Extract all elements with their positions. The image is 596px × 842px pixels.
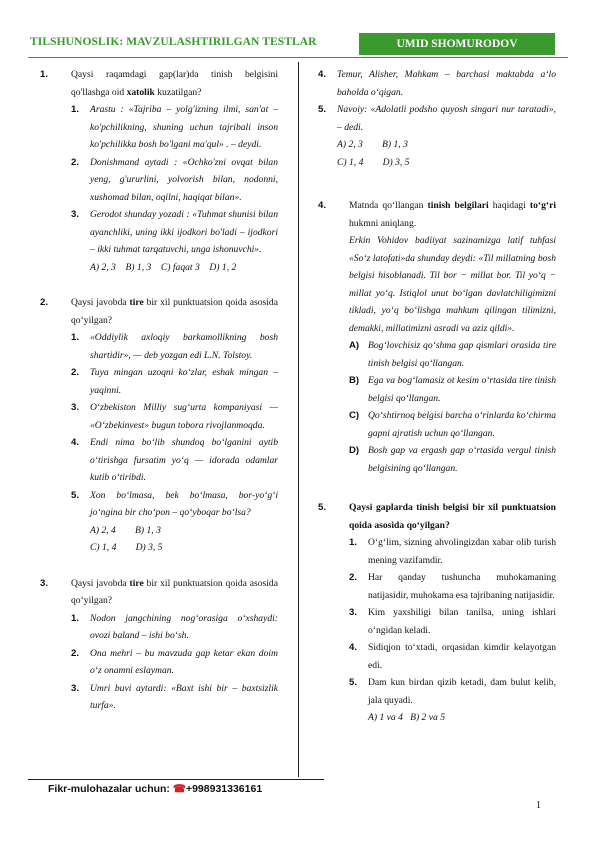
- answer-options: A) 2, 3 B) 1, 3: [337, 139, 408, 150]
- list-item: 1. Arastu : «Tajriba – yolg'izning ilmi, san'at – ko'pchilikning, shuning uchun tajribali inson ko'pchilikka bosh bo'lgani ma'qul» . – deydi.: [71, 104, 278, 150]
- answer-options: C) 1, 4 D) 3, 5: [90, 542, 163, 553]
- question-3-continued: [318, 66, 556, 171]
- list-item: 2. Donishmand aytadi : «Ochko'zni ovqat bilan yeng, g'ururlini, yolvorish bilan, nodonni, xushomad bilan, oqilni, haqiqat bilan».: [71, 156, 278, 203]
- column-divider: [298, 62, 299, 777]
- header-divider: [28, 57, 568, 58]
- question-text: Qaysi javobda tire bir xil punktuatsion qoida asosida qo‘yilgan?: [71, 297, 278, 326]
- list-item: 2. Har qanday tushuncha muhokamaning natijasidir, muhokama esa tajribaning natijasidir.: [349, 572, 556, 601]
- list-item: 5. Navoiy: «Adolatli podsho quyosh singari nur taratadi», – dedi.: [318, 104, 556, 133]
- option-item: D) Bosh gap va ergash gap o‘rtasida vergul tinish belgisining qo‘llangan.: [349, 445, 556, 474]
- phone-icon: ☎: [172, 783, 186, 795]
- answer-options: C) 1, 4 D) 3, 5: [337, 156, 410, 168]
- answer-options: A) 2, 4 B) 1, 3: [90, 524, 161, 536]
- list-item: 4. Temur, Alisher, Mahkam – barchasi maktabda a‘lo baholda o‘qigan.: [318, 69, 556, 98]
- question-3: [40, 575, 278, 715]
- list-item: 4. Sidiqjon to‘xtadi, orqasidan kimdir kelayotgan edi.: [349, 642, 556, 671]
- question-number: 5.: [318, 502, 327, 513]
- answer-options: A) 2, 3 B) 1, 3 C) faqat 3 D) 1, 2: [90, 261, 237, 273]
- footer-label: Fikr-mulohazalar uchun:: [48, 783, 173, 795]
- footer-contact: [48, 783, 262, 795]
- question-2: [40, 294, 278, 557]
- option-item: C) Qo‘shtirnoq belgisi barcha o‘rinlarda ko‘chirma gapni ajratish uchun qo‘llangan.: [349, 410, 556, 439]
- list-item: 3. O‘zbekiston Milliy sug‘urta kompaniyasi — «O‘zbekinvest» bugun tobora rivojlanmoqda.: [71, 402, 278, 431]
- question-number: 3.: [40, 577, 49, 589]
- list-item: 2. Ona mehri – bu mavzuda gap ketar ekan doim o‘z onamni eslayman.: [71, 647, 278, 676]
- option-item: B) Ega va bog‘lamasiz ot kesim o‘rtasida tire tinish belgisi qo‘llangan.: [349, 375, 556, 404]
- right-column: [318, 66, 556, 727]
- footer-phone: +998931336161: [185, 783, 263, 795]
- question-text: Qaysi javobda tire bir xil punktuatsion qoida asosida qo‘yilgan?: [71, 577, 278, 606]
- left-column: [40, 66, 278, 715]
- question-number: 1.: [40, 69, 49, 80]
- page-number: 1: [536, 800, 541, 811]
- list-item: 2. Tuya mingan uzoqni ko‘zlar, eshak mingan – yaqinni.: [71, 367, 278, 396]
- list-item: 1. «Oddiylik axloqiy barkamollikning bosh shartidir», — deb yozgan edi L.N. Tolstoy.: [71, 332, 278, 361]
- author-banner: UMID SHOMURODOV: [359, 33, 555, 55]
- list-item: 1. O‘g‘lim, sizning ahvolingizdan xabar olib turish mening vazifamdir.: [349, 537, 556, 566]
- list-item: 4. Endi nima bo‘lib shundoq bo‘lganini aytib o‘tirishga fursatim yo‘q — idorada odamlar kutib o‘tiribdi.: [71, 437, 278, 483]
- list-item: 3. Kim yaxshiligi bilan tanilsa, uning ishlari o‘ngidan keladi.: [349, 607, 556, 636]
- list-item: 5. Dam kun birdan qizib ketadi, dam bulut kelib, jala quyadi.: [349, 677, 556, 706]
- question-text: Qaysi raqamdagi gap(lar)da tinish belgisini qo'llashga oid xatolik kuzatilgan?: [71, 69, 278, 98]
- header-title: TILSHUNOSLIK: MAVZULASHTIRILGAN TESTLAR: [30, 36, 317, 48]
- answer-options: A) 1 va 4 B) 2 va 5: [368, 712, 445, 723]
- list-item: 5. Xon bo‘lmasa, bek bo‘lmasa, bor-yo‘g‘i jo‘ngina bir cho‘pon – qo‘yboqar bo‘lsa?: [71, 489, 278, 518]
- list-item: 3. Gerodot shunday yozadi : «Tuhmat shunisi bilan ayanchliki, uning ikki ijodkori bo'ladi – ijodkori – ikki tuhmat tarqatuvchi, unga ishonuvchi».: [71, 209, 278, 255]
- question-number: 2.: [40, 297, 49, 308]
- question-text: Qaysi gaplarda tinish belgisi bir xil punktuatsion qoida asosida qo‘yilgan?: [349, 502, 556, 531]
- footer-divider: [28, 779, 324, 780]
- question-5: [318, 499, 556, 727]
- option-item: A) Bog‘lovchisiz qo‘shma gap qismlari orasida tire tinish belgisi qo‘llangan.: [349, 340, 556, 369]
- question-number: 4.: [318, 200, 327, 211]
- question-1: [40, 66, 278, 276]
- passage-text: Erkin Vohidov badiiyat sazinamizga latif tuhfasi «So‘z latofati»da shunday deydi: «Til millatning bosh belgisi hisoblanadi. Til bor − millat bor. Til yo‘q − millat yo‘q. Istiqlol unut bo‘lgan davlatchiligimizni tikladi, yo‘q bo‘lishga mahkum qilingan tilimizni, demakki, millatimizni asradi va aziz qildi».: [349, 235, 556, 334]
- list-item: 3. Umri buvi aytardi: «Baxt ishi bir – baxtsizlik turfa».: [71, 682, 278, 711]
- question-4: [318, 197, 556, 477]
- question-text: Matnda qo‘llangan tinish belgilari haqidagi to‘g‘ri hukmni aniqlang.: [349, 200, 557, 229]
- list-item: 1. Nodon jangchining nog‘orasiga o‘xshaydi: ovozi baland – ishi bo‘sh.: [71, 612, 278, 641]
